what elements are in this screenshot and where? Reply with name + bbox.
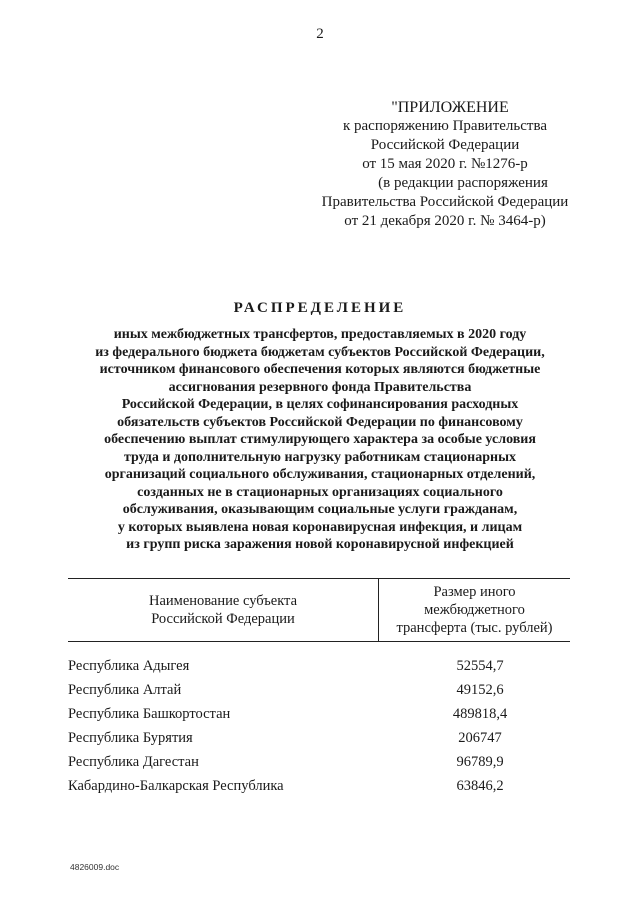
subtitle-line: из групп риска заражения новой коронавирусной инфекцией bbox=[126, 537, 514, 552]
subtitle-line: труда и дополнительную нагрузку работникам стационарных bbox=[123, 449, 517, 465]
annex-title: "ПРИЛОЖЕНИЕ bbox=[391, 99, 509, 116]
region-name: Кабардино-Балкарская Республика bbox=[68, 777, 284, 794]
page-number: 2 bbox=[316, 26, 324, 42]
region-name: Республика Алтай bbox=[68, 681, 182, 698]
table-row bbox=[68, 678, 570, 702]
table-row bbox=[68, 750, 570, 774]
header-text: межбюджетного bbox=[424, 602, 525, 618]
transfer-amount: 49152,6 bbox=[456, 681, 504, 698]
transfer-amount: 206747 bbox=[458, 729, 502, 746]
header-text: Размер иного bbox=[433, 584, 516, 600]
subtitle-line: организаций социального обслуживания, стационарных отделений, bbox=[104, 467, 536, 482]
annex-header bbox=[300, 98, 590, 231]
annex-line: к распоряжению Правительства bbox=[342, 118, 547, 134]
annex-line: Правительства Российской Федерации bbox=[321, 194, 569, 210]
annex-line: от 21 декабря 2020 г. № 3464-р) bbox=[344, 213, 546, 229]
annex-line: от 15 мая 2020 г. №1276-р bbox=[362, 156, 528, 172]
subtitle-line: ассигнования резервного фонда Правительства bbox=[168, 379, 472, 395]
subtitle-line: обязательств субъектов Российской Федерации по финансовому bbox=[117, 414, 523, 430]
table-row bbox=[68, 654, 570, 678]
transfer-amount: 63846,2 bbox=[456, 777, 504, 794]
subtitle-line: созданных не в стационарных организациях социального bbox=[137, 484, 503, 500]
subtitle-line: у которых выявлена новая коронавирусная инфекция, и лицам bbox=[117, 519, 523, 535]
region-name: Республика Дагестан bbox=[68, 753, 199, 770]
annex-line: Российской Федерации bbox=[370, 137, 520, 153]
region-name: Республика Бурятия bbox=[68, 729, 193, 746]
subtitle-line: Российской Федерации, в целях софинансирования расходных bbox=[121, 397, 519, 412]
column-header-amount bbox=[378, 579, 570, 641]
table-row bbox=[68, 702, 570, 726]
header-text: Российской Федерации bbox=[151, 611, 295, 627]
subtitle-line: обеспечению выплат стимулирующего характера за особые условия bbox=[104, 432, 536, 447]
header-text: трансферта (тыс. рублей) bbox=[396, 620, 553, 636]
subtitle-line: обслуживания, оказывающим социальные услуги гражданам, bbox=[122, 502, 518, 517]
annex-line: (в редакции распоряжения bbox=[378, 175, 548, 191]
table-body bbox=[68, 654, 570, 798]
transfer-amount: 52554,7 bbox=[456, 657, 504, 674]
region-name: Республика Адыгея bbox=[68, 657, 190, 674]
subtitle-line: иных межбюджетных трансфертов, предоставляемых в 2020 году bbox=[113, 327, 527, 342]
table-row bbox=[68, 774, 570, 798]
subtitle-line: из федерального бюджета бюджетам субъектов Российской Федерации, bbox=[95, 344, 545, 360]
document-title: РАСПРЕДЕЛЕНИЕ bbox=[233, 300, 407, 316]
subtitle-line: источником финансового обеспечения которых являются бюджетные bbox=[99, 362, 541, 377]
distribution-table bbox=[68, 578, 570, 798]
region-name: Республика Башкортостан bbox=[68, 705, 231, 722]
header-text: Наименование субъекта bbox=[148, 593, 298, 609]
column-header-name bbox=[68, 579, 378, 641]
transfer-amount: 96789,9 bbox=[456, 753, 504, 770]
table-header bbox=[68, 578, 570, 642]
table-row bbox=[68, 726, 570, 750]
file-reference: 4826009.doc bbox=[70, 862, 120, 872]
transfer-amount: 489818,4 bbox=[452, 705, 508, 722]
document-subtitle bbox=[55, 326, 585, 554]
